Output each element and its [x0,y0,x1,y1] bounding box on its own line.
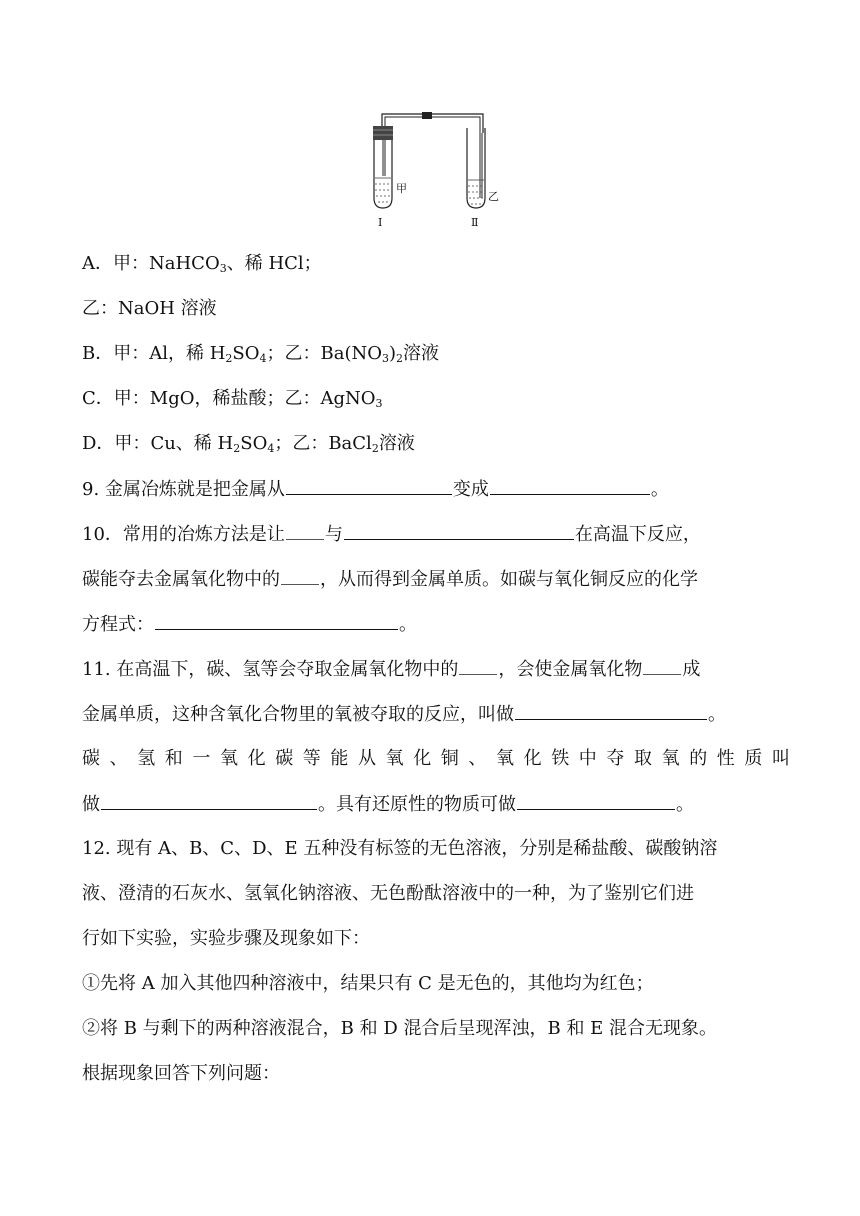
tube2-label: Ⅱ [471,216,479,229]
question-12-step1: ①先将 A 加入其他四种溶液中，结果只有 C 是无色的，其他均为红色； [82,973,654,994]
stopper [373,126,393,140]
option-a-line2: 乙：NaOH 溶液 [82,298,217,319]
rubber-clamp [422,112,432,119]
option-a: A．甲：NaHCO$_3$、稀 HCl； [82,253,322,275]
answer-blank[interactable] [490,476,650,495]
option-d: D．甲：Cu、稀 $H_2SO_4$；乙：BaCl$_2$溶液 [82,433,415,455]
question-10-line1: 10．常用的冶炼方法是让 与 在高温下反应， [82,521,790,548]
question-12-prompt: 根据现象回答下列问题： [82,1063,280,1084]
question-11-line2: 金属单质，这种含氧化合物里的氧被夺取的反应，叫做 。 [82,701,790,728]
answer-blank[interactable] [155,611,398,630]
question-11-line1: 11. 在高温下，碳、氢等会夺取金属氧化物中的 ，会使金属氧化物 成 [82,656,790,683]
question-12-line3: 行如下实验，实验步骤及现象如下： [82,928,370,949]
tube2-mark: 乙 [488,190,499,203]
tube1-label: Ⅰ [378,216,383,229]
question-10-line2: 碳能夺去金属氧化物中的 ，从而得到金属单质。如碳与氧化铜反应的化学 [82,566,790,593]
question-12-line2: 液、澄清的石灰水、氢氧化钠溶液、无色酚酞溶液中的一种，为了鉴别它们进 [82,883,694,904]
question-11-line4: 做 。具有还原性的物质可做 。 [82,791,790,818]
option-b: B．甲：Al，稀 $H_2SO_4$；乙：$Ba(NO_3)_2$溶液 [82,343,440,365]
answer-blank[interactable] [515,701,707,720]
answer-blank[interactable] [286,476,452,495]
answer-blank[interactable] [101,791,317,810]
apparatus-figure [360,108,510,233]
question-10-line3: 方程式： 。 [82,611,790,638]
answer-blank[interactable] [286,521,324,540]
tube1-mark: 甲 [396,182,407,195]
question-12-step2: ②将 B 与剩下的两种溶液混合，B 和 D 混合后呈现浑浊，B 和 E 混合无现象。 [82,1018,718,1039]
answer-blank[interactable] [281,566,319,585]
liquid-1 [375,178,391,202]
answer-blank[interactable] [344,521,574,540]
answer-blank[interactable] [643,656,681,675]
option-c: C．甲：MgO，稀盐酸；乙：AgNO$_3$ [82,388,383,410]
question-9: 9. 金属冶炼就是把金属从 变成 。 [82,476,790,503]
question-11-line3: 碳 、 氢 和 一 氧 化 碳 等 能 从 氧 化 铜 、 氧 化 铁 中 夺 取 氧 的 性 质 叫 [82,748,790,769]
answer-blank[interactable] [517,791,675,810]
answer-blank[interactable] [459,656,497,675]
question-12-line1: 12. 现有 A、B、C、D、E 五种没有标签的无色溶液，分别是稀盐酸、碳酸钠溶 [82,838,718,859]
